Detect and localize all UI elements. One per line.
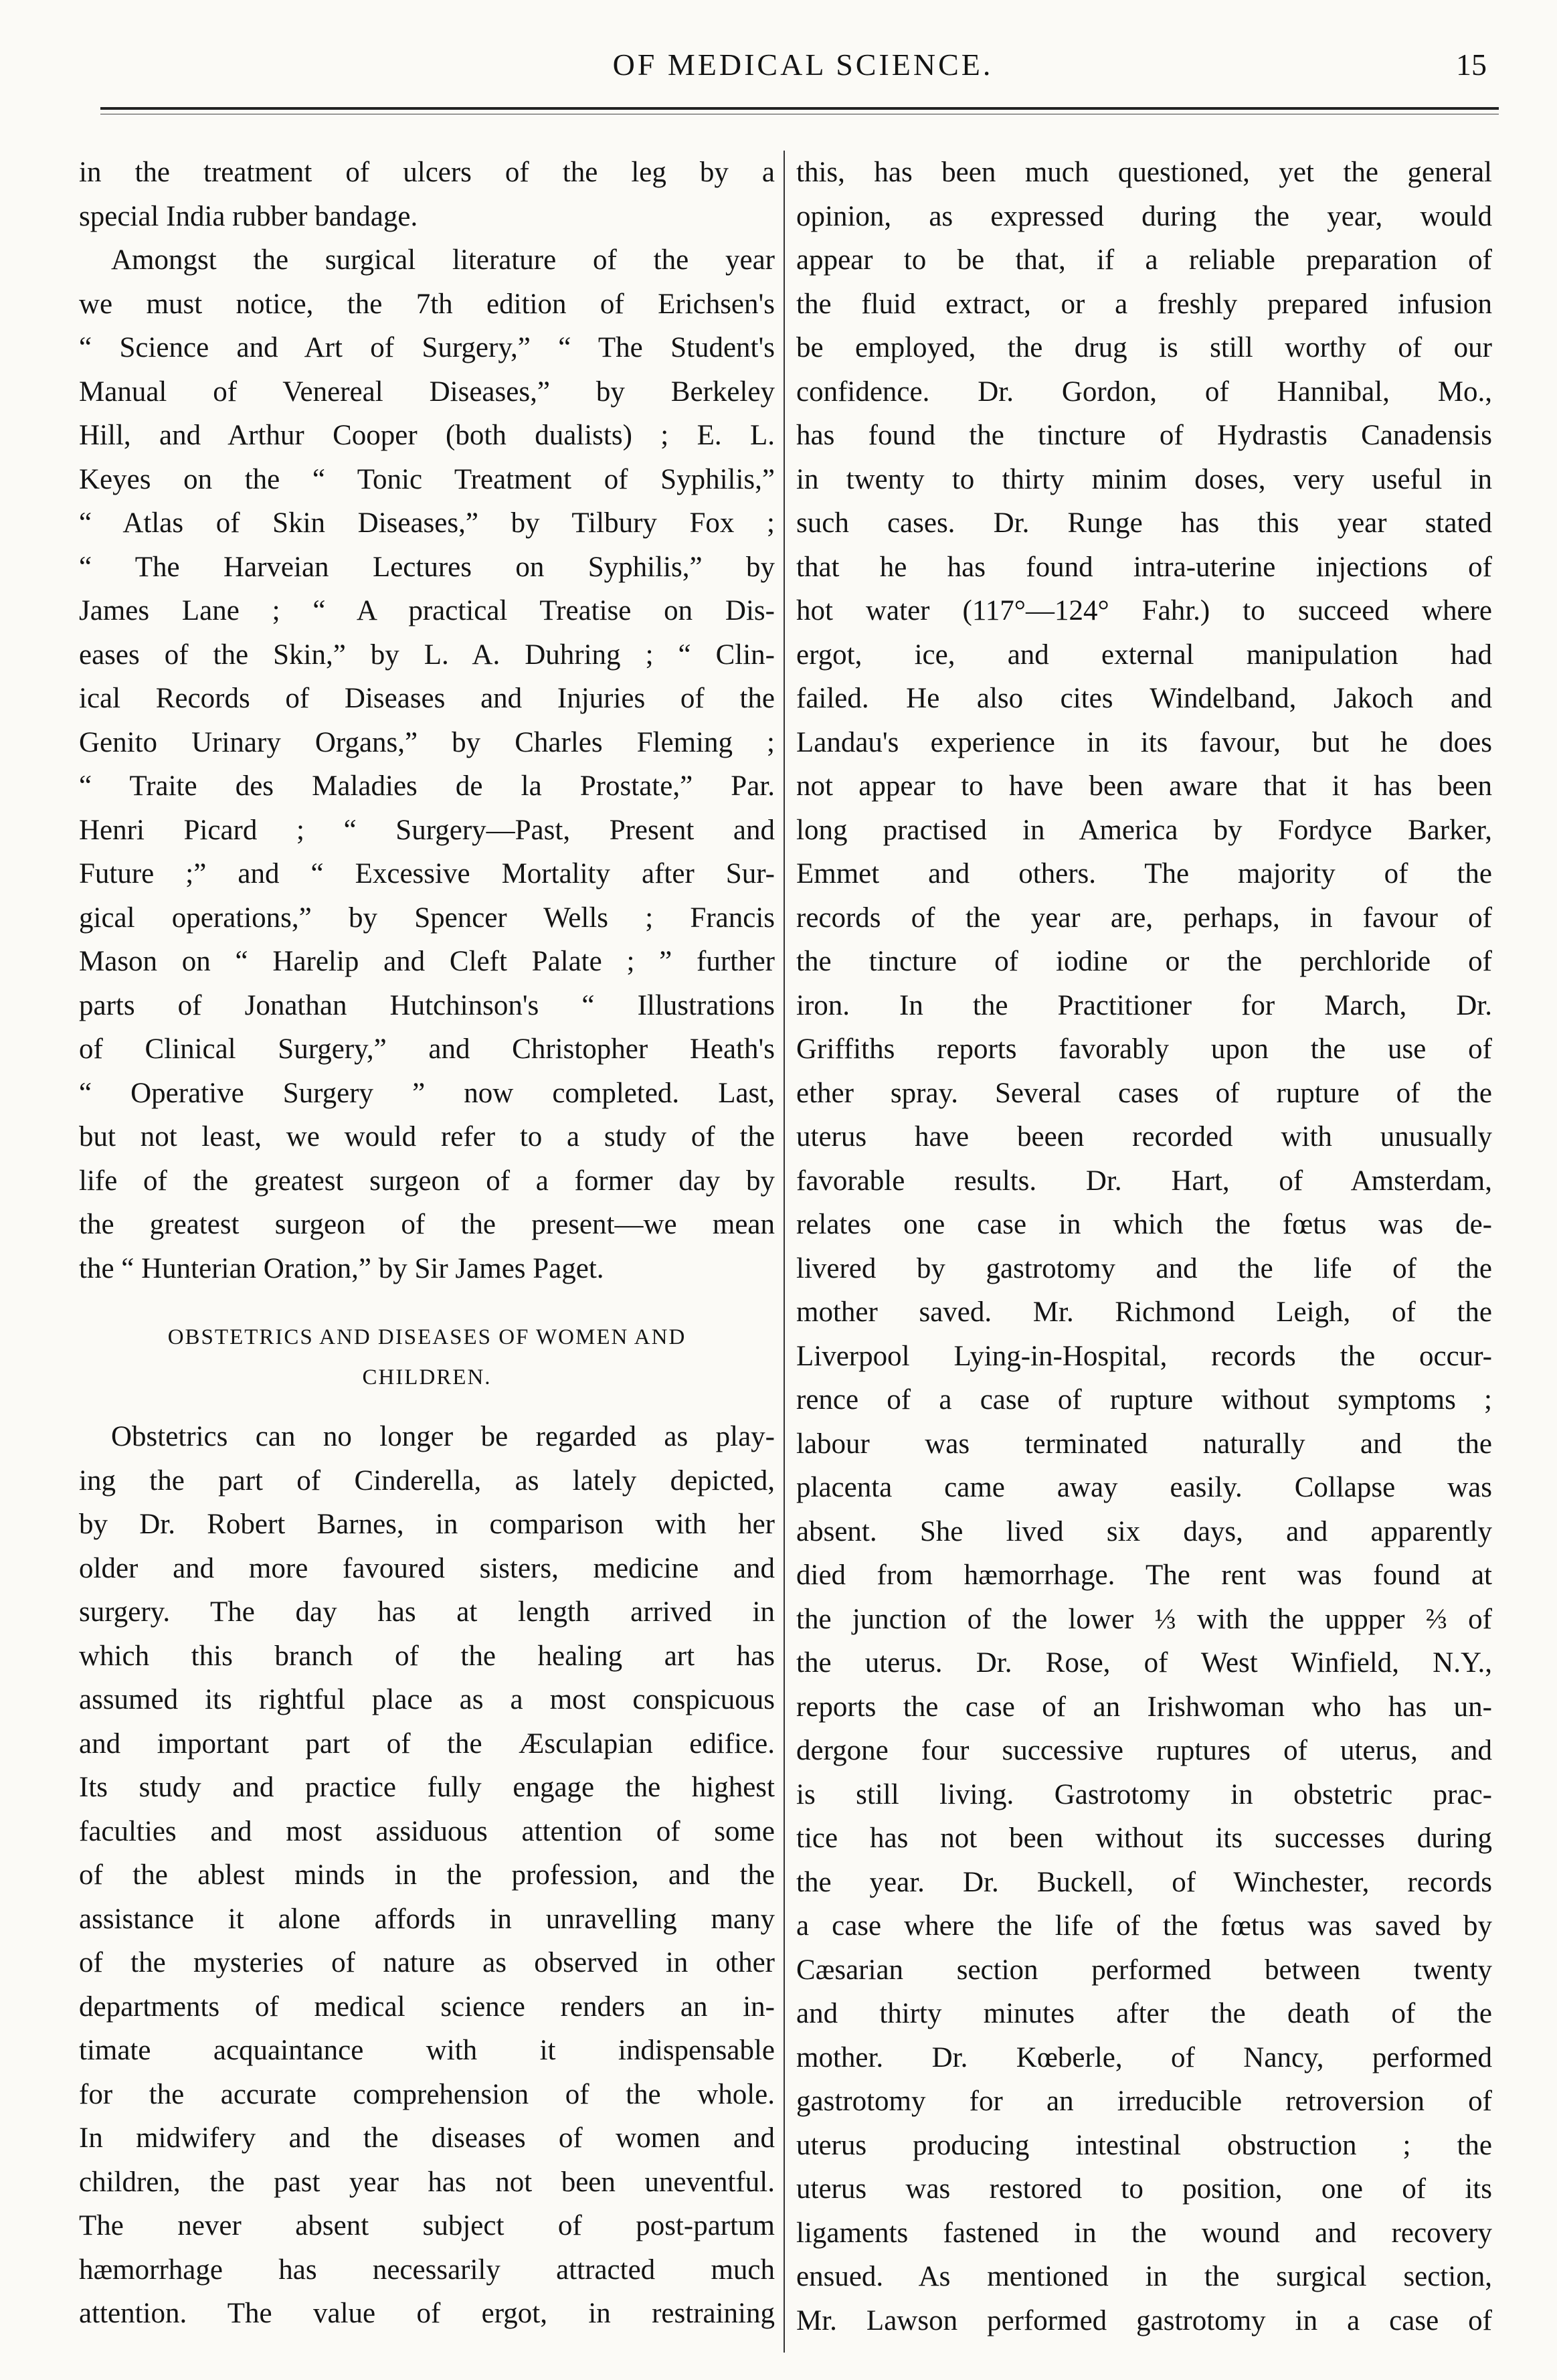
section-heading-line: CHILDREN. xyxy=(362,1365,492,1389)
text-line: assumed its rightful place as a most conspicuous xyxy=(79,1684,775,1715)
text-line: is still living. Gastrotomy in obstetric prac- xyxy=(796,1778,1492,1810)
text-line: the greatest surgeon of the present—we mean xyxy=(79,1209,775,1240)
column-divider xyxy=(784,151,785,2353)
text-line: but not least, we would refer to a study of the xyxy=(79,1121,775,1153)
text-line: for the accurate comprehension of the whole. xyxy=(79,2078,775,2110)
text-line: appear to be that, if a reliable preparation of xyxy=(796,244,1492,276)
text-line: of the mysteries of nature as observed in other xyxy=(79,1947,775,1978)
text-line: absent. She lived six days, and apparently xyxy=(796,1515,1492,1547)
text-line: such cases. Dr. Runge has this year stated xyxy=(796,507,1492,539)
text-line: livered by gastrotomy and the life of the xyxy=(796,1252,1492,1284)
text-line: “ Operative Surgery ” now completed. Last, xyxy=(79,1077,775,1109)
text-line: be employed, the drug is still worthy of our xyxy=(796,332,1492,363)
text-line: rence of a case of rupture without symptoms ; xyxy=(796,1384,1492,1416)
text-line: Landau's experience in its favour, but he does xyxy=(796,726,1492,758)
text-line: ensued. As mentioned in the surgical section, xyxy=(796,2261,1492,2292)
text-line: the year. Dr. Buckell, of Winchester, records xyxy=(796,1866,1492,1898)
text-line: older and more favoured sisters, medicine and xyxy=(79,1552,775,1584)
text-line: eases of the Skin,” by L. A. Duhring ; “ Clin- xyxy=(79,639,775,671)
text-line: reports the case of an Irishwoman who has un- xyxy=(796,1691,1492,1723)
text-line: In midwifery and the diseases of women and xyxy=(79,2122,775,2154)
text-line: which this branch of the healing art has xyxy=(79,1640,775,1672)
text-line: Emmet and others. The majority of the xyxy=(796,858,1492,889)
page-title: OF MEDICAL SCIENCE. xyxy=(612,48,994,82)
text-line: placenta came away easily. Collapse was xyxy=(796,1472,1492,1503)
text-line: parts of Jonathan Hutchinson's “ Illustrations xyxy=(79,989,775,1021)
text-line: children, the past year has not been uneventful. xyxy=(79,2166,775,2198)
header-rule xyxy=(100,107,1499,110)
text-line: labour was terminated naturally and the xyxy=(796,1428,1492,1460)
text-line: records of the year are, perhaps, in favour of xyxy=(796,902,1492,934)
text-line: and thirty minutes after the death of the xyxy=(796,1998,1492,2029)
text-line: departments of medical science renders an in- xyxy=(79,1990,775,2023)
text-line: life of the greatest surgeon of a former day by xyxy=(79,1165,775,1197)
left-column xyxy=(79,151,775,2336)
text-line: the tincture of iodine or the perchloride of xyxy=(796,946,1492,977)
text-line: Mr. Lawson performed gastrotomy in a case of xyxy=(796,2304,1492,2336)
text-line: hot water (117°—124° Fahr.) to succeed where xyxy=(796,595,1492,626)
text-line: uterus have beeen recorded with unusually xyxy=(796,1121,1492,1153)
text-line: mother saved. Mr. Richmond Leigh, of the xyxy=(796,1296,1492,1328)
text-line: surgery. The day has at length arrived in xyxy=(79,1596,775,1628)
text-line: the junction of the lower ⅓ with the uppper ⅔ of xyxy=(796,1603,1492,1635)
text-line: confidence. Dr. Gordon, of Hannibal, Mo., xyxy=(796,375,1492,408)
text-line: Liverpool Lying-in-Hospital, records the occur- xyxy=(796,1340,1492,1372)
text-line: Griffiths reports favorably upon the use of xyxy=(796,1033,1492,1065)
text-line: a case where the life of the fœtus was saved by xyxy=(796,1910,1492,1942)
text-line: “ Traite des Maladies de la Prostate,” Par. xyxy=(79,770,775,802)
text-line: in twenty to thirty minim doses, very useful in xyxy=(796,463,1492,495)
text-line: died from hæmorrhage. The rent was found at xyxy=(796,1559,1492,1591)
text-line: Manual of Venereal Diseases,” by Berkeley xyxy=(79,375,775,408)
text-line: Hill, and Arthur Cooper (both dualists) ; E. L. xyxy=(79,420,775,451)
text-line: Henri Picard ; “ Surgery—Past, Present and xyxy=(79,814,775,846)
text-line: Genito Urinary Organs,” by Charles Fleming ; xyxy=(79,726,775,758)
text-line: attention. The value of ergot, in restraining xyxy=(79,2298,775,2329)
text-line: “ Atlas of Skin Diseases,” by Tilbury Fox ; xyxy=(79,507,775,539)
text-line: and important part of the Æsculapian edifice. xyxy=(79,1727,775,1760)
text-line: of the ablest minds in the profession, and the xyxy=(79,1859,775,1891)
text-line: the uterus. Dr. Rose, of West Winfield, N.Y., xyxy=(796,1647,1492,1679)
paragraph-obstetrics xyxy=(79,1415,775,2336)
text-line: ical Records of Diseases and Injuries of the xyxy=(79,683,775,714)
text-line: in the treatment of ulcers of the leg by a xyxy=(79,157,775,188)
text-line: gastrotomy for an irreducible retroversion of xyxy=(796,2086,1492,2117)
text-line: iron. In the Practitioner for March, Dr. xyxy=(796,989,1492,1021)
text-line: tice has not been without its successes during xyxy=(796,1822,1492,1854)
text-line: hæmorrhage has necessarily attracted much xyxy=(79,2254,775,2286)
right-column xyxy=(796,151,1492,2343)
text-line: ligaments fastened in the wound and recovery xyxy=(796,2217,1492,2249)
text-line: Its study and practice fully engage the highest xyxy=(79,1772,775,1803)
text-line: Amongst the surgical literature of the year xyxy=(111,244,775,276)
text-line: ether spray. Several cases of rupture of the xyxy=(796,1077,1492,1109)
text-line: “ The Harveian Lectures on Syphilis,” by xyxy=(79,551,775,583)
paragraph-surgical-literature xyxy=(79,238,775,1290)
text-line: uterus was restored to position, one of its xyxy=(796,2173,1492,2205)
section-heading-line: OBSTETRICS AND DISEASES OF WOMEN AND xyxy=(167,1325,686,1349)
text-line: mother. Dr. Kœberle, of Nancy, performed xyxy=(796,2041,1492,2073)
text-line: gical operations,” by Spencer Wells ; Francis xyxy=(79,902,775,934)
text-line: Future ;” and “ Excessive Mortality after Sur- xyxy=(79,858,775,889)
text-line: assistance it alone affords in unravelling many xyxy=(79,1903,775,1935)
text-line: we must notice, the 7th edition of Erichsen's xyxy=(79,288,775,320)
text-line: the fluid extract, or a freshly prepared infusion xyxy=(796,288,1492,320)
text-line: uterus producing intestinal obstruction ; the xyxy=(796,2129,1492,2161)
paragraph-ulcers xyxy=(79,151,775,238)
section-heading xyxy=(79,1317,775,1397)
text-line: by Dr. Robert Barnes, in comparison with her xyxy=(79,1509,775,1540)
text-line: failed. He also cites Windelband, Jakoch and xyxy=(796,683,1492,714)
text-line: “ Science and Art of Surgery,” “ The Student's xyxy=(79,332,775,363)
text-line: this, has been much questioned, yet the general xyxy=(796,157,1492,188)
text-line: ergot, ice, and external manipulation had xyxy=(796,639,1492,671)
text-line: James Lane ; “ A practical Treatise on Dis- xyxy=(79,595,775,626)
text-line: special India rubber bandage. xyxy=(79,200,418,232)
text-line: the “ Hunterian Oration,” by Sir James Paget. xyxy=(79,1252,604,1284)
text-line: ing the part of Cinderella, as lately depicted, xyxy=(79,1464,775,1497)
text-line: of Clinical Surgery,” and Christopher Heath's xyxy=(79,1033,775,1065)
text-line: long practised in America by Fordyce Barker, xyxy=(796,814,1492,846)
text-line: Mason on “ Harelip and Cleft Palate ; ” further xyxy=(79,946,775,977)
text-line: has found the tincture of Hydrastis Canadensis xyxy=(796,420,1492,451)
text-line: that he has found intra-uterine injections of xyxy=(796,551,1492,583)
text-line: faculties and most assiduous attention of some xyxy=(79,1815,775,1847)
text-line: relates one case in which the fœtus was de- xyxy=(796,1209,1492,1240)
text-line: Keyes on the “ Tonic Treatment of Syphilis,” xyxy=(79,463,775,495)
running-head xyxy=(0,47,1557,94)
text-line: opinion, as expressed during the year, would xyxy=(796,200,1492,232)
text-line: timate acquaintance with it indispensable xyxy=(79,2035,775,2066)
text-line: The never absent subject of post-partum xyxy=(79,2210,775,2241)
text-line: favorable results. Dr. Hart, of Amsterdam, xyxy=(796,1165,1492,1197)
text-line: not appear to have been aware that it has been xyxy=(796,770,1492,802)
text-line: Obstetrics can no longer be regarded as play- xyxy=(111,1421,775,1452)
text-line: dergone four successive ruptures of uterus, and xyxy=(796,1735,1492,1766)
page-number: 15 xyxy=(1456,48,1487,82)
text-line: Cæsarian section performed between twenty xyxy=(796,1954,1492,1986)
